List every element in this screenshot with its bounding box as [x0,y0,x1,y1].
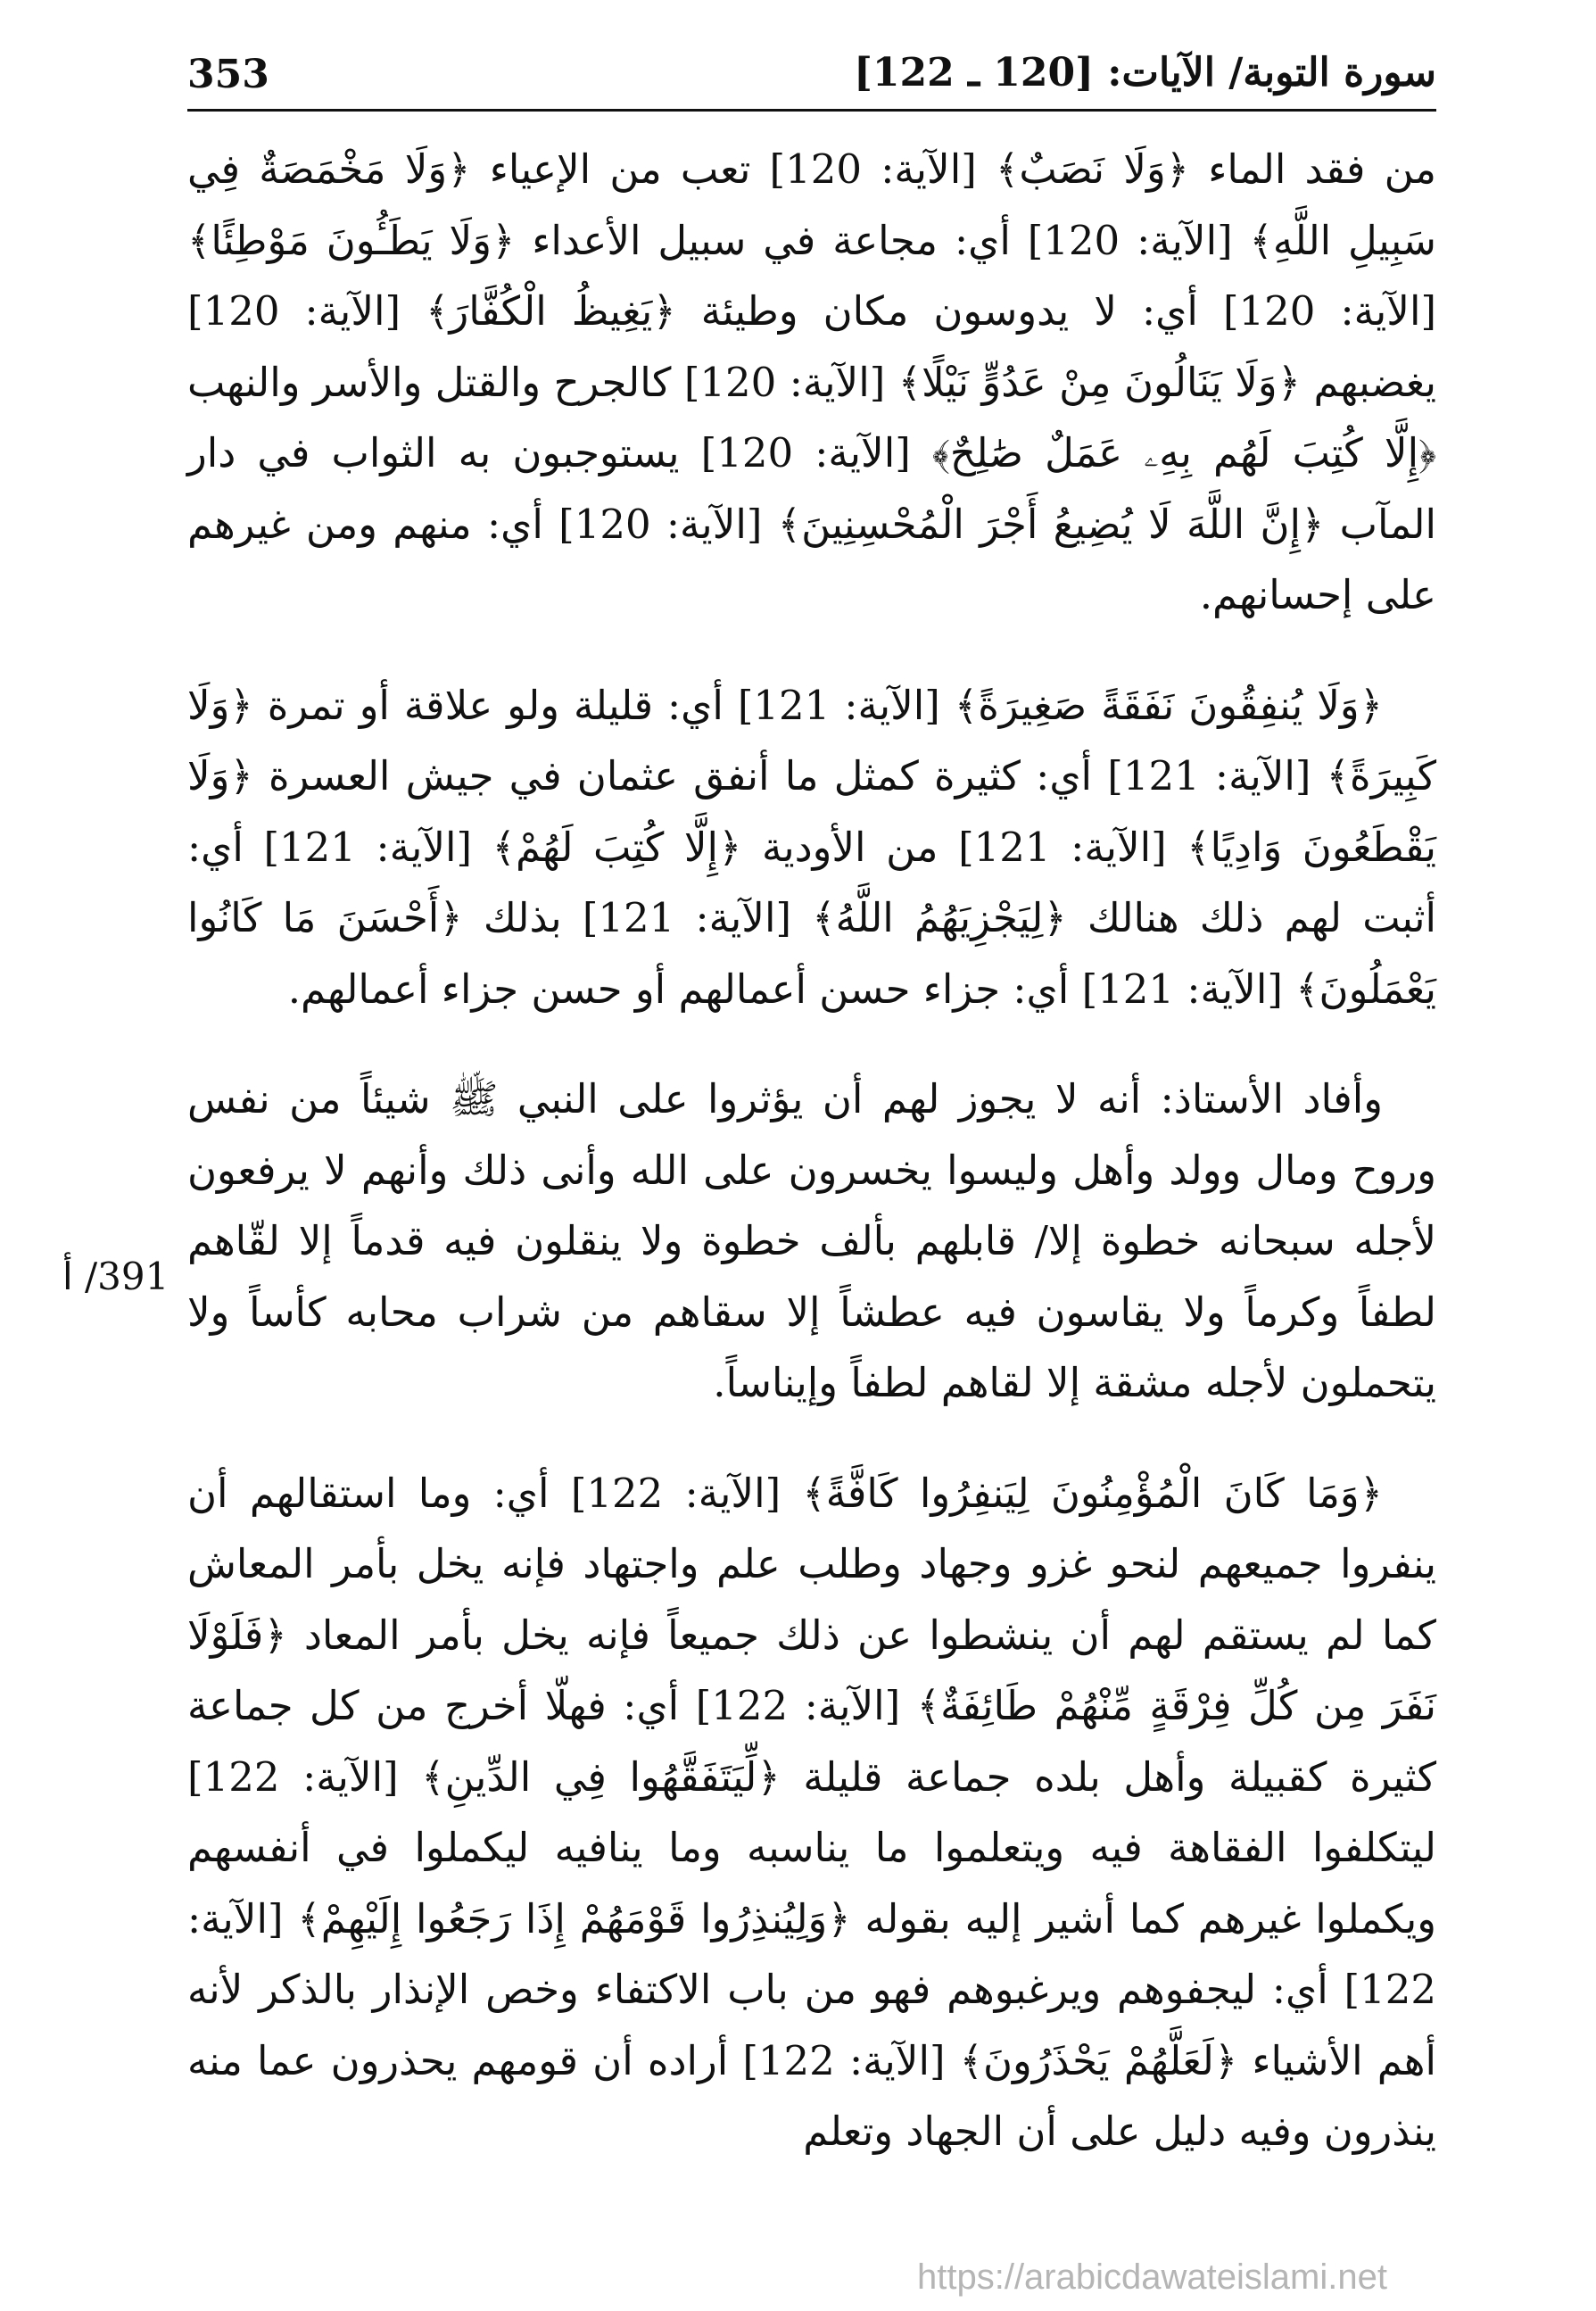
paragraph-1: من فقد الماء ﴿وَلَا نَصَبٌ﴾ [الآية: 120] تعب من الإعياء ﴿وَلَا مَخْمَصَةٌ فِي سَبِيلِ اللَّهِ﴾ [الآية: 120] أي: مجاعة في سبيل الأعداء ﴿وَلَا يَطَـُٔونَ مَوْطِئًا﴾ [الآية: 120] أي: لا يدوسون مكان وطيئة ﴿يَغِيظُ الْكُفَّارَ﴾ [الآية: 120] يغضبهم ﴿وَلَا يَنَالُونَ مِنْ عَدُوٍّ نَيْلًا﴾ [الآية: 120] كالجرح والقتل والأسر والنهب ﴿إِلَّا كُتِبَ لَهُم بِهِۦ عَمَلٌ صَٰلِحٌ﴾ [الآية: 120] يستوجبون به الثواب في دار المآب ﴿إِنَّ اللَّهَ لَا يُضِيعُ أَجْرَ الْمُحْسِنِينَ﴾ [الآية: 120] أي: منهم ومن غيرهم على إحسانهم. [187,145,1437,618]
page-number: 353 [187,52,269,97]
running-title: سورة التوبة/ الآيات: [120 ـ 122] [854,50,1436,95]
paragraph-3: وأفاد الأستاذ: أنه لا يجوز لهم أن يؤثروا على النبي ﷺ شيئاً من نفس وروح ومال وولد وأهل وليسوا يخسرون على الله وأنى ذلك وأنهم لا يرفعون لأجله سبحانه خطوة إلا/ قابلهم بألف خطوة ولا ينقلون فيه قدماً إلا لقّاهم لطفاً وكرماً ولا يقاسون فيه عطشاً إلا سقاهم من شراب محابه كأساً ولا يتحملون لأجله مشقة إلا لقاهم لطفاً وإيناساً. [187,1075,1436,1406]
paragraph-4: ﴿وَمَا كَانَ الْمُؤْمِنُونَ لِيَنفِرُوا كَافَّةً﴾ [الآية: 122] أي: وما استقالهم أن ينفروا جميعهم لنحو غزو وجهاد وطلب علم واجتهاد فإنه يخل بأمر المعاش كما لم يستقم لهم أن ينشطوا عن ذلك جميعاً فإنه يخل بأمر المعاد ﴿فَلَوْلَا نَفَرَ مِن كُلِّ فِرْقَةٍ مِّنْهُمْ طَائِفَةٌ﴾ [الآية: 122] أي: فهلّا أخرج من كل جماعة كثيرة كقبيلة وأهل بلده جماعة قليلة ﴿لِّيَتَفَقَّهُوا فِي الدِّينِ﴾ [الآية: 122] ليتكلفوا الفقاهة فيه ويتعلموا ما يناسبه وما ينافيه ليكملوا في أنفسهم ويكملوا غيرهم كما أشير إليه بقوله ﴿وَلِيُنذِرُوا قَوْمَهُمْ إِذَا رَجَعُوا إِلَيْهِمْ﴾ [الآية: 122] أي: ليجفوهم ويرغبوهم فهو من باب الاكتفاء وخص الإنذار بالذكر لأنه أهم الأشياء ﴿لَعَلَّهُمْ يَحْذَرُونَ﴾ [الآية: 122] أراده أن قومهم يحذرون عما منه ينذرون وفيه دليل على أن الجهاد وتعلم [187,1469,1436,2155]
paragraph-2: ﴿وَلَا يُنفِقُونَ نَفَقَةً صَغِيرَةً﴾ [الآية: 121] أي: قليلة ولو علاقة أو تمرة ﴿وَلَا كَبِيرَةً﴾ [الآية: 121] أي: كثيرة كمثل ما أنفق عثمان في جيش العسرة ﴿وَلَا يَقْطَعُونَ وَادِيًا﴾ [الآية: 121] من الأودية ﴿إِلَّا كُتِبَ لَهُمْ﴾ [الآية: 121] أي: أثبت لهم ذلك هنالك ﴿لِيَجْزِيَهُمُ اللَّهُ﴾ [الآية: 121] بذلك ﴿أَحْسَنَ مَا كَانُوا يَعْمَلُونَ﴾ [الآية: 121] أي: جزاء حسن أعمالهم أو حسن جزاء أعمالهم. [187,681,1436,1013]
watermark-url: https://arabicdawateislami.net [917,2257,1387,2297]
manuscript-folio-marker: 391/ أ [62,1255,170,1298]
page-header [187,46,1436,112]
page-body [187,134,1436,2207]
